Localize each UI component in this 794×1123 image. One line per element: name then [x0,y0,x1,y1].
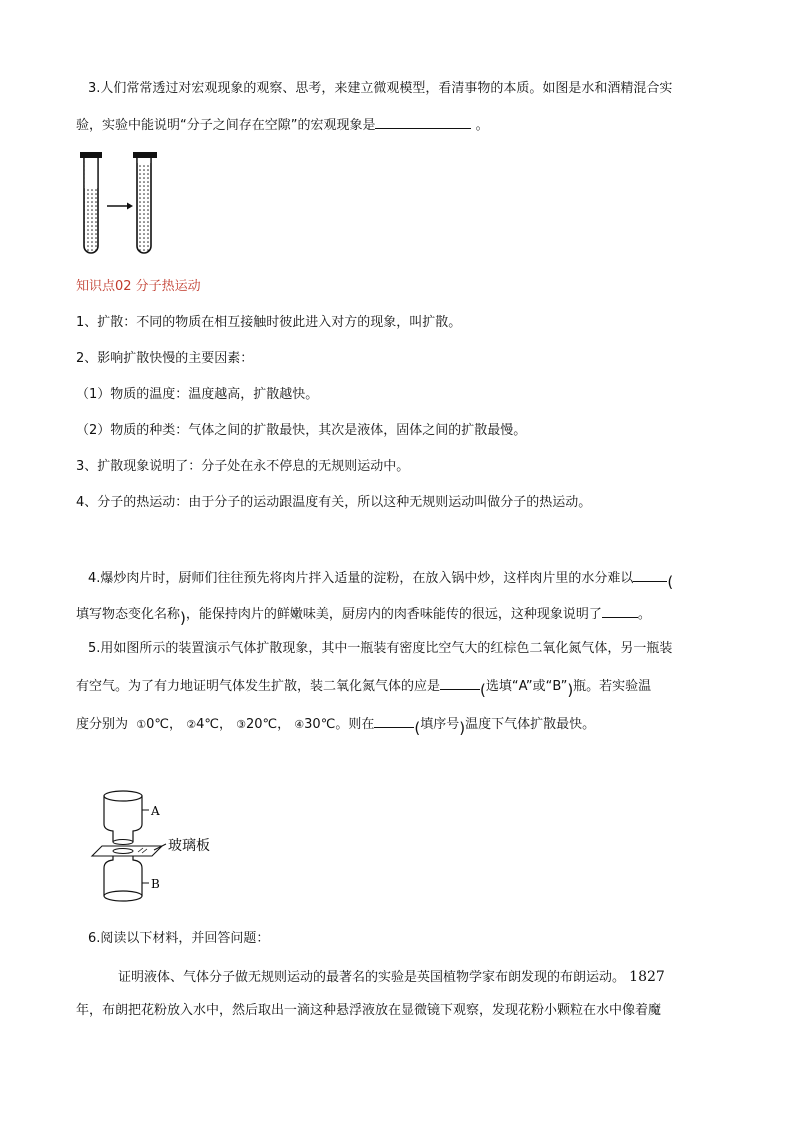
temp-1-sep: ， [169,717,183,732]
q6-line1: 6.阅读以下材料，并回答问题： [88,931,270,946]
q6-line2 [118,968,665,987]
temp-2-sep: ， [218,717,232,732]
q5-blank-2[interactable] [374,715,414,728]
q4-line1 [88,568,674,591]
q5-line3-hint: 填序号 [420,717,460,732]
q5-line2-text: 有空气。为了有力地证明气体发生扩散，装二氧化氮气体的应是 [76,679,441,694]
q6-line3: 年，布朗把花粉放入水中，然后取出一滴这种悬浮液放在显微镜下观察，发现花粉小颗粒在水中像着魔 [76,1003,662,1018]
q5-line3-end: 温度下气体扩散最快。 [465,717,596,732]
label-bottle-a: A [151,804,160,818]
knowledge-item-2: 2、影响扩散快慢的主要因素： [76,351,254,366]
q5-line1: 5.用如图所示的装置演示气体扩散现象，其中一瓶装有密度比空气大的红棕色二氧化氮气体，另一瓶装 [88,641,673,656]
q4-line1-text: 4.爆炒肉片时，厨师们往往预先将肉片拌入适量的淀粉，在放入锅中炒，这样肉片里的水分难以 [88,571,634,586]
temp-3-val: 20℃ [245,717,278,732]
q5-paren-close-1: ) [567,681,574,699]
q5-line3 [76,714,596,737]
q5-line3-mid: 则在 [348,717,375,732]
q4-paren-open: ( [667,573,674,591]
q3-line2-text: 验，实验中能说明“分子之间存在空隙”的宏观现象是 [76,118,376,133]
test-tube-figure [74,148,174,263]
temp-4-sep: 。 [335,717,349,732]
temp-3-sep: ， [277,717,291,732]
q4-line2-end: 。 [637,607,651,622]
q4-line2-text: ，能保持肉片的鲜嫩味美，厨房内的肉香味能传的很远，这种现象说明了 [185,607,602,622]
q3-answer-blank[interactable] [375,116,471,129]
q6-line2-text: 证明液体、气体分子做无规则运动的最著名的实验是英国植物学家布朗发现的布朗运动。 [118,970,626,985]
q5-line2 [76,676,652,699]
q3-line2-end: 。 [475,118,489,133]
gas-diffusion-figure [88,786,248,914]
knowledge-item-4: （2）物质的种类：气体之间的扩散最快，其次是液体，固体之间的扩散最慢。 [76,423,527,438]
q3-line2 [76,116,489,135]
knowledge-item-5: 3、扩散现象说明了：分子处在永不停息的无规则运动中。 [76,459,410,474]
q4-line2 [76,604,651,627]
temp-2-num: ② [186,718,197,731]
temp-4-val: 30℃ [304,717,336,732]
q4-paren-close: ) [180,609,186,627]
q5-paren-open-2: ( [414,719,421,737]
knowledge-item-1: 1、扩散：不同的物质在相互接触时彼此进入对方的现象，叫扩散。 [76,315,462,330]
knowledge-item-6: 4、分子的热运动：由于分子的运动跟温度有关，所以这种无规则运动叫做分子的热运动。 [76,495,592,510]
q4-blank-1[interactable] [633,569,667,582]
q5-line3-text: 度分别为 [76,717,129,732]
q5-line2-end: 瓶。若实验温 [573,679,652,694]
temp-4-num: ④ [294,718,305,731]
knowledge-item-3: （1）物质的温度：温度越高，扩散越快。 [76,387,319,402]
q3-line1: 3.人们常常透过对宏观现象的观察、思考，来建立微观模型，看清事物的本质。如图是水和酒精混合实 [88,81,673,96]
q5-paren-open-1: ( [480,681,486,699]
q5-line2-hint: 选填“A”或“B” [485,679,568,694]
temp-1-num: ① [136,718,147,731]
knowledge-heading: 知识点02 分子热运动 [76,279,201,294]
temp-2-val: 4℃ [196,717,219,732]
temp-3-num: ③ [236,718,246,731]
label-bottle-b: B [151,877,160,891]
q4-blank-2[interactable] [602,605,638,618]
q4-line2-hint: 填写物态变化名称 [76,607,181,622]
q6-year: 1827 [629,969,665,985]
temp-1-val: 0℃ [146,717,170,732]
q5-paren-close-2: ) [459,719,466,737]
label-glass-plate: 玻璃板 [168,838,210,854]
q5-blank-1[interactable] [440,677,480,690]
